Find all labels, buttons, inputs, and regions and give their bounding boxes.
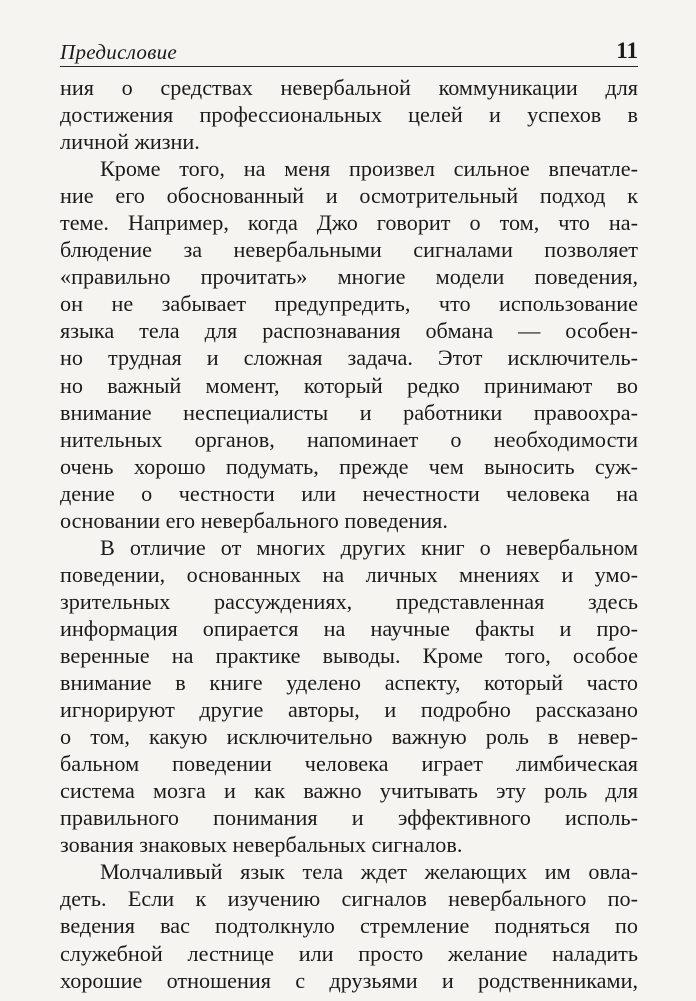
text-line: информация опирается на научные факты и про- — [60, 615, 638, 641]
text-line: но важный момент, который редко принимают во — [60, 372, 638, 398]
text-line: основании его невербального поведения. — [60, 507, 448, 533]
text-line: игнорируют другие авторы, и подробно рассказано — [60, 697, 638, 723]
page-number: 11 — [616, 38, 638, 63]
text-line: поведении, основанных на личных мнениях и умо- — [60, 561, 638, 587]
text-line: дение о честности или нечестности человека на — [60, 480, 638, 506]
text-line: но трудная и сложная задача. Этот исключитель- — [60, 345, 638, 371]
text-line: ние его обоснованный и осмотрительный подход к — [60, 183, 638, 209]
text-line: зования знаковых невербальных сигналов. — [60, 832, 463, 858]
text-line: достижения профессиональных целей и успехов в — [60, 102, 638, 128]
text-line: веренные на практике выводы. Кроме того, особое — [60, 642, 638, 668]
section-title: Предисловие — [60, 40, 178, 64]
text-line: правильного понимания и эффективного исполь- — [60, 805, 638, 831]
text-line: Кроме того, на меня произвел сильное впечатле- — [100, 156, 638, 182]
text-line: бальном поведении человека играет лимбическая — [60, 751, 638, 777]
text-line: ведения вас подтолкнуло стремление подняться по — [60, 913, 638, 939]
text-line: В отличие от многих других книг о невербальном — [100, 534, 638, 560]
text-line: личной жизни. — [60, 129, 200, 155]
text-line: хорошие отношения с друзьями и родственниками, — [60, 967, 638, 993]
text-line: очень хорошо подумать, прежде чем выносить суж- — [60, 453, 638, 479]
text-line: внимание неспециалисты и работники правоохра- — [60, 399, 638, 425]
text-line: языка тела для распознавания обмана — особен- — [60, 318, 638, 344]
text-line: о том, какую исключительно важную роль в невер- — [60, 724, 638, 750]
text-line: внимание в книге уделено аспекту, который часто — [60, 670, 638, 696]
text-line: Молчаливый язык тела ждет желающих им овла- — [100, 859, 638, 885]
text-line: «правильно прочитать» многие модели поведения, — [60, 264, 638, 290]
text-line: зрительных рассуждениях, представленная здесь — [60, 588, 638, 614]
text-line: система мозга и как важно учитывать эту роль для — [60, 778, 638, 804]
text-line: блюдение за невербальными сигналами позволяет — [60, 237, 638, 263]
text-line: он не забывает предупредить, что использование — [60, 291, 638, 317]
text-line: ния о средствах невербальной коммуникации для — [60, 75, 638, 100]
text-line: служебной лестнице или просто желание наладить — [60, 940, 638, 966]
body-text — [60, 74, 638, 994]
text-line: нительных органов, напоминает о необходимости — [60, 426, 638, 452]
text-line: теме. Например, когда Джо говорит о том, что на- — [60, 210, 638, 236]
running-header — [60, 38, 638, 67]
text-line: деть. Если к изучению сигналов невербального по- — [60, 886, 638, 912]
